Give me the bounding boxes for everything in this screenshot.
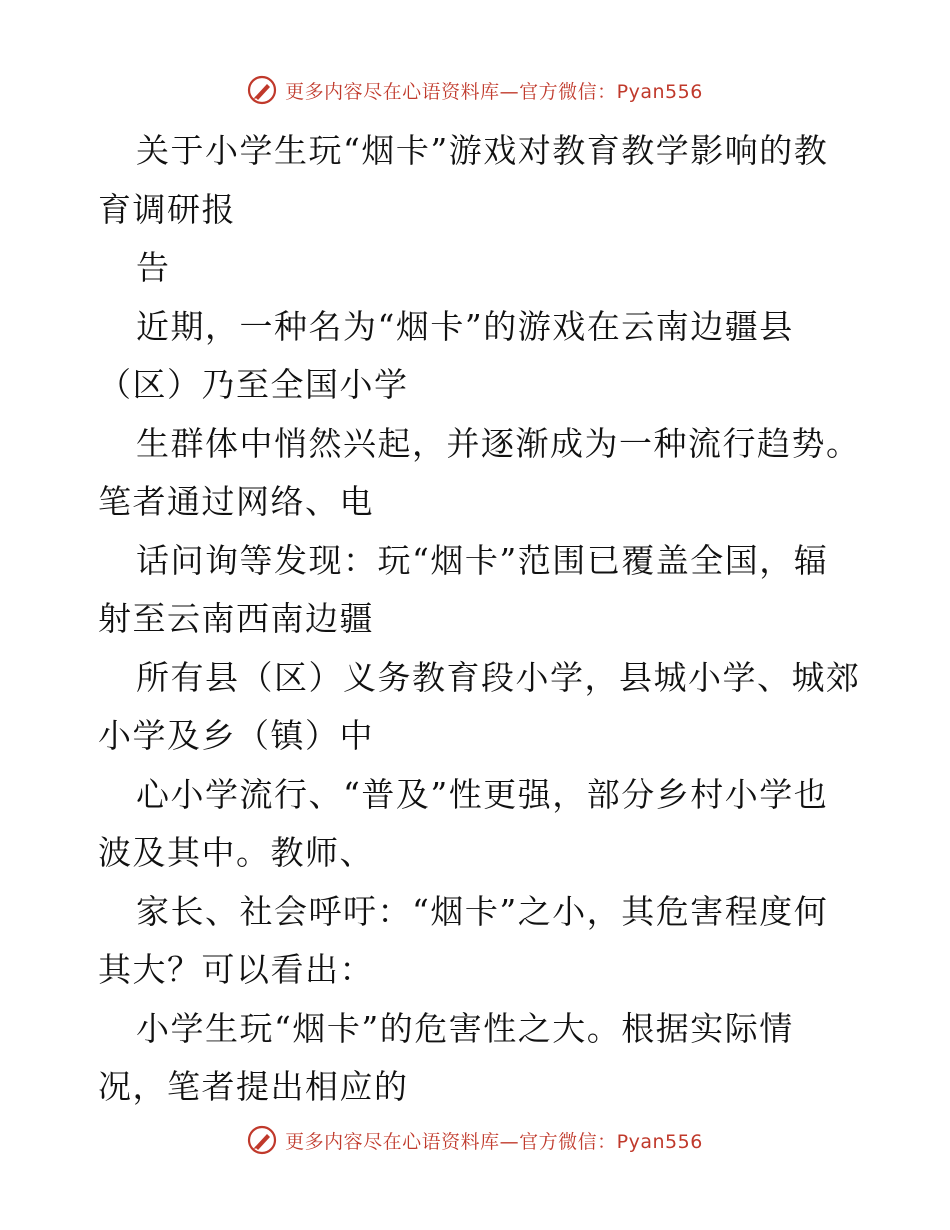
footer-watermark [0, 1120, 950, 1160]
text-line: 家长、社会呼吁：“烟卡”之小，其危害程度何 [136, 891, 829, 931]
text-line: 况，笔者提出相应的 [98, 1067, 409, 1106]
text-line: 关于小学生玩“烟卡”游戏对教育教学影响的教 [136, 131, 829, 170]
text-line: （区）乃至全国小学 [98, 365, 409, 404]
text-line: 小学及乡（镇）中 [98, 716, 374, 755]
watermark-text: 更多内容尽在心语资料库—官方微信：Pyan556 [285, 80, 703, 103]
text-line: 波及其中。教师、 [98, 833, 374, 872]
text-line: 话问询等发现：玩“烟卡”范围已覆盖全国，辐 [136, 540, 829, 580]
pen-logo-icon [247, 1125, 277, 1155]
text-line: 心小学流行、“普及”性更强，部分乡村小学也 [136, 774, 829, 814]
header-watermark [0, 70, 950, 110]
text-line: 小学生玩“烟卡”的危害性之大。根据实际情 [136, 1008, 794, 1048]
text-line: 笔者通过网络、电 [98, 482, 374, 521]
document-body [98, 122, 861, 1117]
text-line: 告 [136, 248, 171, 287]
text-line: 其大？可以看出： [98, 950, 374, 989]
text-line: 育调研报 [98, 189, 236, 229]
pen-logo-icon [247, 75, 277, 105]
text-line: 所有县（区）义务教育段小学，县城小学、城郊 [136, 657, 861, 697]
watermark-text: 更多内容尽在心语资料库—官方微信：Pyan556 [285, 1130, 703, 1153]
text-line: 射至云南西南边疆 [98, 599, 374, 638]
text-line: 近期，一种名为“烟卡”的游戏在云南边疆县 [136, 306, 794, 346]
text-line: 生群体中悄然兴起，并逐渐成为一种流行趋势。 [136, 423, 861, 463]
